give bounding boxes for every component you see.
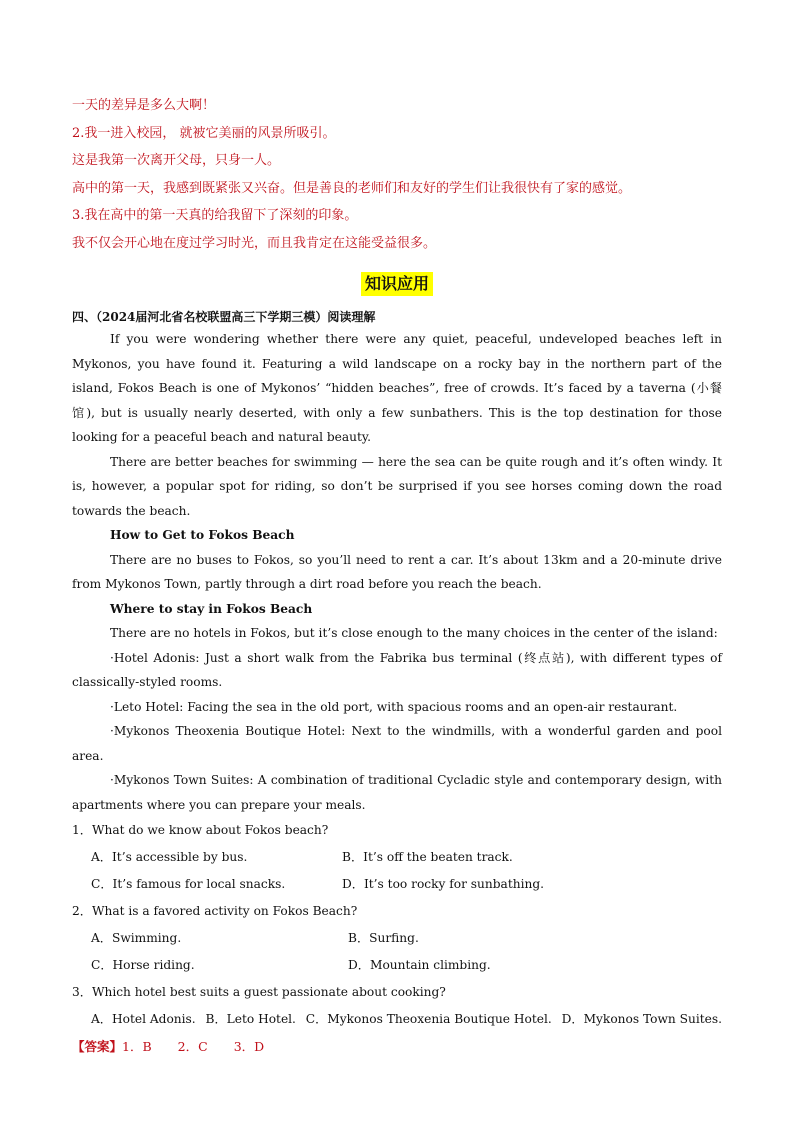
source-line: 四、（2024届河北省名校联盟高三下学期三模）阅读理解 (72, 310, 376, 324)
passage-paragraph: There are no buses to Fokos, so you’ll need to rent a car. It’s about 13km and a 20-minute drive from Mykonos Town, partly through a dirt road before you reach the beach. (72, 552, 722, 591)
option-d: D．Mykonos Town Suites. (561, 1012, 722, 1026)
answer-line (72, 1033, 722, 1060)
translation-line: 我不仅会开心地在度过学习时光，而且我肯定在这能受益很多。 (72, 235, 437, 251)
question-2 (72, 898, 722, 979)
option-c: C．Mykonos Theoxenia Boutique Hotel. (305, 1012, 552, 1026)
option-a: A．Swimming. (91, 931, 182, 945)
question-3 (72, 979, 722, 1033)
option-c: C．It’s famous for local snacks. (91, 877, 286, 891)
translation-line: 3.我在高中的第一天真的给我留下了深刻的印象。 (72, 208, 358, 223)
answer-3: 3．D (233, 1039, 265, 1054)
option-b: B．Leto Hotel. (205, 1012, 296, 1026)
passage-paragraph: There are no hotels in Fokos, but it’s close enough to the many choices in the center of the island: (110, 626, 718, 640)
option-b: B．It’s off the beaten track. (342, 850, 513, 864)
option-a: A．Hotel Adonis. (91, 1012, 196, 1026)
question-stem: 3．Which hotel best suits a guest passionate about cooking? (72, 985, 446, 999)
section-heading-wrap (72, 272, 722, 302)
option-d: D．It’s too rocky for sunbathing. (342, 877, 544, 891)
hotel-item: ·Leto Hotel: Facing the sea in the old port, with spacious rooms and an open-air restaurant. (110, 699, 678, 714)
hotel-item: ·Mykonos Theoxenia Boutique Hotel: Next to the windmills, with a wonderful garden and pool area. (72, 724, 722, 763)
question-stem: 1．What do we know about Fokos beach? (72, 823, 329, 837)
translation-line: 2.我一进入校园， 就被它美丽的风景所吸引。 (72, 125, 336, 141)
question-stem: 2．What is a favored activity on Fokos Beach? (72, 904, 358, 918)
options-row (72, 1006, 722, 1033)
translation-line: 一天的差异是多么大啊！ (72, 98, 216, 113)
section-heading: 知识应用 (361, 272, 433, 296)
translation-block (72, 92, 722, 257)
document-page (72, 92, 722, 1060)
passage-subheading: Where to stay in Fokos Beach (110, 601, 313, 616)
option-c: C．Horse riding. (91, 958, 195, 972)
answer-2: 2．C (177, 1039, 208, 1054)
answer-label: 【答案】 (72, 1039, 123, 1054)
option-b: B．Surfing. (348, 931, 419, 945)
hotel-item: ·Mykonos Town Suites: A combination of traditional Cycladic style and contemporary design, with apartments where you can prepare your meals. (72, 773, 722, 812)
option-d: D．Mountain climbing. (348, 958, 491, 972)
translation-line: 这是我第一次离开父母，只身一人。 (72, 153, 281, 168)
answer-1: 1．B (122, 1039, 152, 1054)
translation-line: 高中的第一天，我感到既紧张又兴奋。但是善良的老师们和友好的学生们让我很快有了家的感觉。 (72, 180, 632, 196)
passage-paragraph: If you were wondering whether there were any quiet, peaceful, undeveloped beaches left in Mykonos, you have found it. Featuring a wild landscape on a rocky bay in the northern part of the island, Fokos Beach is one of Mykonos’ “hidden beaches”, free of crowds. It’s faced by a taverna (小餐馆), but is usually nearly deserted, with only a few sunbathers. This is the top destination for those looking for a peaceful beach and natural beauty. (72, 332, 722, 444)
options-row (72, 925, 722, 952)
options-row (72, 871, 722, 898)
passage-paragraph: There are better beaches for swimming — here the sea can be quite rough and it’s often windy. It is, however, a popular spot for riding, so don’t be surprised if you see horses coming down the road towards the beach. (72, 454, 722, 518)
hotel-item: ·Hotel Adonis: Just a short walk from the Fabrika bus terminal (终点站), with different types of classically-styled rooms. (72, 650, 722, 689)
options-row (72, 952, 722, 979)
options-row (72, 844, 722, 871)
question-1 (72, 817, 722, 898)
option-a: A．It’s accessible by bus. (91, 850, 248, 864)
passage-subheading: How to Get to Fokos Beach (110, 528, 295, 542)
